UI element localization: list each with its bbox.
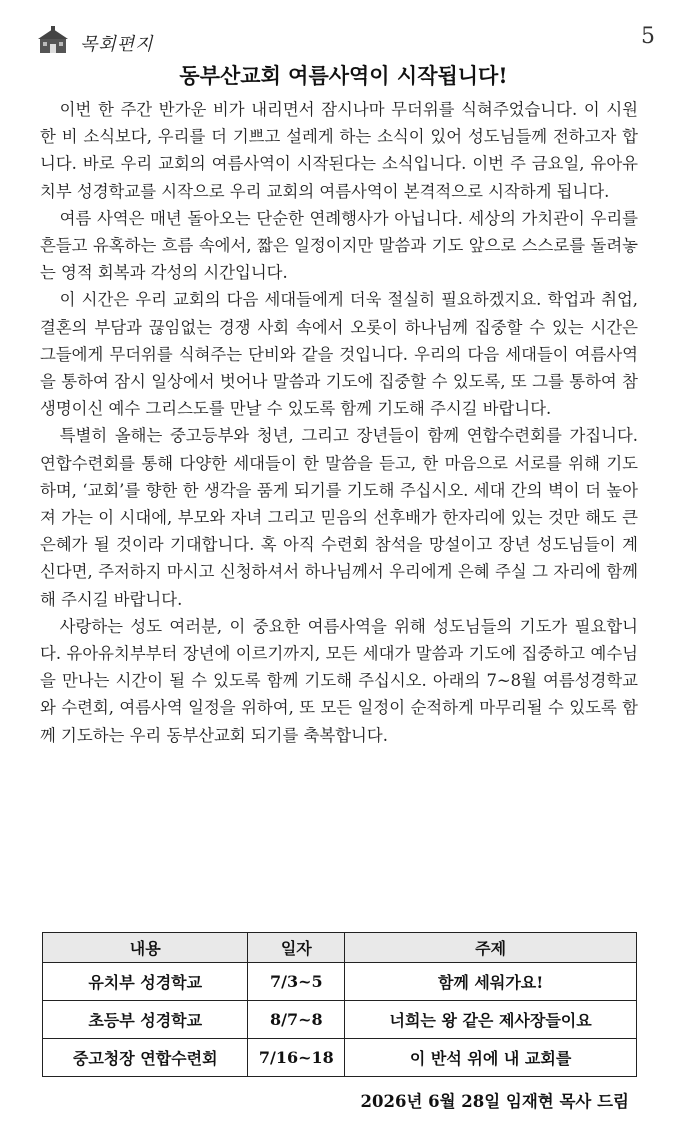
column-header: 일자 [248,933,345,963]
table-cell: 초등부 성경학교 [43,1001,248,1039]
paragraph: 이 시간은 우리 교회의 다음 세대들에게 더욱 절실히 필요하겠지요. 학업과 취업, 결혼의 부담과 끊임없는 경쟁 사회 속에서 오롯이 하나님께 집중할 수 있는 시간은 그들에게 무더위를 식혀주는 단비와 같을 것입니다. 우리의 다음 세대들이 여름사역을 통하여 잠시 일상에서 벗어나 말씀과 기도에 집중할 수 있도록, 또 그를 통하여 참 생명이신 예수 그리스도를 만날 수 있도록 함께 기도해 주시길 바랍니다. [40,290,638,419]
table-cell: 이 반석 위에 내 교회를 [345,1039,637,1077]
table-header-row [43,933,637,963]
column-header: 주제 [345,933,637,963]
table-cell: 7/16~18 [248,1039,345,1077]
table-row [43,1001,637,1039]
table-cell: 7/3~5 [248,963,345,1001]
table-cell: 8/7~8 [248,1001,345,1039]
column-header: 내용 [43,933,248,963]
logo-text: 목회편지 [80,34,154,55]
paragraph: 사랑하는 성도 여러분, 이 중요한 여름사역을 위해 성도님들의 기도가 필요합니다. 유아유치부부터 장년에 이르기까지, 모든 세대가 말씀과 기도에 집중하고 예수님을 만나는 시간이 될 수 있도록 함께 기도해 주십시오. 아래의 7~8월 여름성경학교와 수련회, 여름사역 일정을 위하여, 또 모든 일정이 순적하게 마무리될 수 있도록 함께 기도하는 우리 동부산교회 되기를 축복합니다. [40,616,638,745]
signature: 2026년 6월 28일 임재현 목사 드림 [360,1092,629,1111]
table-row [43,1039,637,1077]
schedule-table [42,932,637,1077]
table-cell: 중고청장 연합수련회 [43,1039,248,1077]
table-cell: 너희는 왕 같은 제사장들이요 [345,1001,637,1039]
page-title: 동부산교회 여름사역이 시작됩니다! [179,63,508,88]
table-cell: 함께 세워가요! [345,963,637,1001]
page-header [0,0,687,60]
table-cell: 유치부 성경학교 [43,963,248,1001]
paragraph: 특별히 올해는 중고등부와 청년, 그리고 장년들이 함께 연합수련회를 가집니다. 연합수련회를 통해 다양한 세대들이 한 말씀을 듣고, 한 마음으로 서로를 위해 기도하며, ‘교회’를 향한 한 생각을 품게 되기를 기도해 주십시오. 세대 간의 벽이 더 높아져 가는 이 시대에, 부모와 자녀 그리고 믿음의 선후배가 한자리에 있는 것만 해도 큰 은혜가 될 것이라 기대합니다. 혹 아직 수련회 참석을 망설이고 장년 성도님들이 계신다면, 주저하지 마시고 신청하셔서 하나님께서 우리에게 은혜 주실 그 자리에 함께해 주시길 바랍니다. [40,426,638,609]
paragraph: 여름 사역은 매년 돌아오는 단순한 연례행사가 아닙니다. 세상의 가치관이 우리를 흔들고 유혹하는 흐름 속에서, 짧은 일정이지만 말씀과 기도 앞으로 스스로를 돌려놓는 영적 회복과 각성의 시간입니다. [40,208,638,283]
letter-body [40,96,638,749]
paragraph: 이번 한 주간 반가운 비가 내리면서 잠시나마 무더위를 식혀주었습니다. 이 시원한 비 소식보다, 우리를 더 기쁘고 설레게 하는 소식이 있어 성도님들께 전하고자 합니다. 바로 우리 교회의 여름사역이 시작된다는 소식입니다. 이번 주 금요일, 유아유치부 성경학교를 시작으로 우리 교회의 여름사역이 본격적으로 시작하게 됩니다. [40,100,638,201]
table-row [43,963,637,1001]
church-icon [36,26,70,54]
page-number: 5 [641,24,655,49]
